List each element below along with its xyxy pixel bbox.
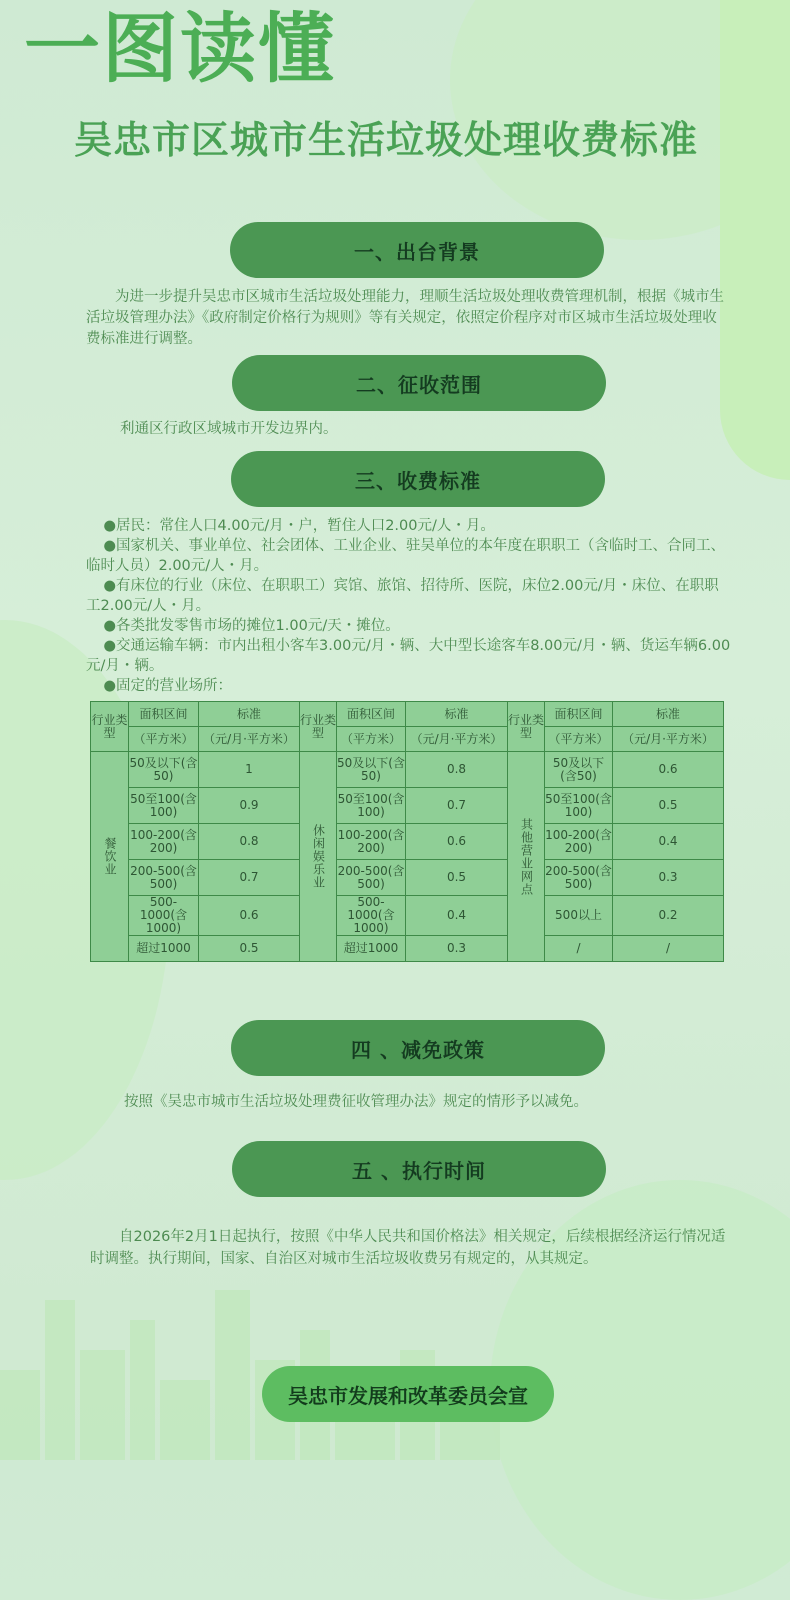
table-header-area: 面积区间 <box>129 702 199 727</box>
table-header-area: 面积区间 <box>545 702 613 727</box>
table-header-standard: 标准 <box>613 702 724 727</box>
table-row <box>91 752 724 788</box>
table-row <box>91 788 724 824</box>
area-range-cell: 50及以下(含50) <box>337 752 406 788</box>
standard-cell: 0.5 <box>406 860 508 896</box>
standard-cell: 0.2 <box>613 896 724 936</box>
section-background-text: 为进一步提升吴忠市区城市生活垃圾处理能力，理顺生活垃圾处理收费管理机制，根据《城市生活垃圾管理办法》《政府制定价格行为规则》等有关规定，依照定价程序对市区城市生活垃圾处理收费标准进行调整。 <box>86 289 724 347</box>
area-range-cell: 100-200(含200) <box>545 824 613 860</box>
table-header-type: 行业类型 <box>300 702 337 752</box>
fee-table <box>90 701 724 962</box>
section-effective-date-text: 自2026年2月1日起执行，按照《中华人民共和国价格法》相关规定，后续根据经济运行情况适时调整。执行期间，国家、自治区对城市生活垃圾收费另有规定的，从其规定。 <box>90 1229 726 1267</box>
section-heading-effective-date: 五 、执行时间 <box>232 1141 606 1197</box>
table-header-type: 行业类型 <box>91 702 129 752</box>
table-row <box>91 896 724 936</box>
standard-cell: 0.6 <box>199 896 300 936</box>
standard-cell: 0.7 <box>199 860 300 896</box>
area-range-cell: 200-500(含500) <box>337 860 406 896</box>
table-row <box>91 860 724 896</box>
section-heading-background: 一、出台背景 <box>230 222 604 278</box>
standard-cell: 0.9 <box>199 788 300 824</box>
table-header-standard: 标准 <box>199 702 300 727</box>
standard-cell: 0.4 <box>406 896 508 936</box>
table-row <box>91 824 724 860</box>
area-range-cell: 500以上 <box>545 896 613 936</box>
area-range-cell: 100-200(含200) <box>337 824 406 860</box>
area-range-cell: 200-500(含500) <box>129 860 199 896</box>
area-range-cell: 100-200(含200) <box>129 824 199 860</box>
area-range-cell: / <box>545 936 613 962</box>
section-heading-exemption: 四 、减免政策 <box>231 1020 605 1076</box>
table-header-area-unit: （平方米） <box>129 727 199 752</box>
area-range-cell: 超过1000 <box>129 936 199 962</box>
standard-cell: 0.5 <box>199 936 300 962</box>
industry-type-cell: 休闲娱乐业 <box>300 752 337 962</box>
bg-decoration-right <box>720 0 790 480</box>
standard-cell: 0.7 <box>406 788 508 824</box>
standards-list <box>86 516 731 696</box>
area-range-cell: 超过1000 <box>337 936 406 962</box>
list-item: ●居民：常住人口4.00元/月・户，暂住人口2.00元/人・月。 <box>103 518 495 534</box>
city-skyline-illustration <box>0 1260 500 1460</box>
area-range-cell: 50至100(含100) <box>545 788 613 824</box>
table-header-area: 面积区间 <box>337 702 406 727</box>
industry-type-cell: 餐饮业 <box>91 752 129 962</box>
area-range-cell: 500-1000(含1000) <box>337 896 406 936</box>
table-header-standard: 标准 <box>406 702 508 727</box>
table-header-standard-unit: （元/月·平方米） <box>406 727 508 752</box>
standard-cell: 1 <box>199 752 300 788</box>
area-range-cell: 50至100(含100) <box>337 788 406 824</box>
table-header-area-unit: （平方米） <box>545 727 613 752</box>
area-range-cell: 50至100(含100) <box>129 788 199 824</box>
list-item: ●各类批发零售市场的摊位1.00元/天・摊位。 <box>103 618 400 634</box>
publisher-badge: 吴忠市发展和改革委员会宣 <box>262 1366 554 1422</box>
section-scope-text: 利通区行政区域城市开发边界内。 <box>120 421 338 437</box>
standard-cell: 0.4 <box>613 824 724 860</box>
standard-cell: 0.8 <box>406 752 508 788</box>
standard-cell: 0.6 <box>406 824 508 860</box>
list-item: ●有床位的行业（床位、在职职工）宾馆、旅馆、招待所、医院，床位2.00元/月・床位、在职职工2.00元/人・月。 <box>86 578 719 614</box>
table-header-standard-unit: （元/月·平方米） <box>613 727 724 752</box>
area-range-cell: 50及以下(含50) <box>545 752 613 788</box>
standard-cell: / <box>613 936 724 962</box>
section-heading-scope: 二、征收范围 <box>232 355 606 411</box>
section-exemption-text: 按照《吴忠市城市生活垃圾处理费征收管理办法》规定的情形予以减免。 <box>124 1094 588 1110</box>
page-title: 一图读懂 <box>24 4 336 93</box>
industry-type-cell: 其他营业网点 <box>508 752 545 962</box>
table-header-standard-unit: （元/月·平方米） <box>199 727 300 752</box>
table-row <box>91 936 724 962</box>
table-header-area-unit: （平方米） <box>337 727 406 752</box>
standard-cell: 0.3 <box>613 860 724 896</box>
area-range-cell: 200-500(含500) <box>545 860 613 896</box>
standard-cell: 0.6 <box>613 752 724 788</box>
area-range-cell: 50及以下(含50) <box>129 752 199 788</box>
standard-cell: 0.8 <box>199 824 300 860</box>
list-item: ●交通运输车辆：市内出租小客车3.00元/月・辆、大中型长途客车8.00元/月・辆、货运车辆6.00元/月・辆。 <box>86 638 731 674</box>
standard-cell: 0.3 <box>406 936 508 962</box>
section-heading-standards: 三、收费标准 <box>231 451 605 507</box>
table-header-type: 行业类型 <box>508 702 545 752</box>
area-range-cell: 500-1000(含1000) <box>129 896 199 936</box>
list-item: ●国家机关、事业单位、社会团体、工业企业、驻吴单位的本年度在职职工（含临时工、合同工、临时人员）2.00元/人・月。 <box>86 538 726 574</box>
page-subtitle: 吴忠市区城市生活垃圾处理收费标准 <box>74 118 699 162</box>
list-item: ●固定的营业场所： <box>103 678 233 694</box>
standard-cell: 0.5 <box>613 788 724 824</box>
